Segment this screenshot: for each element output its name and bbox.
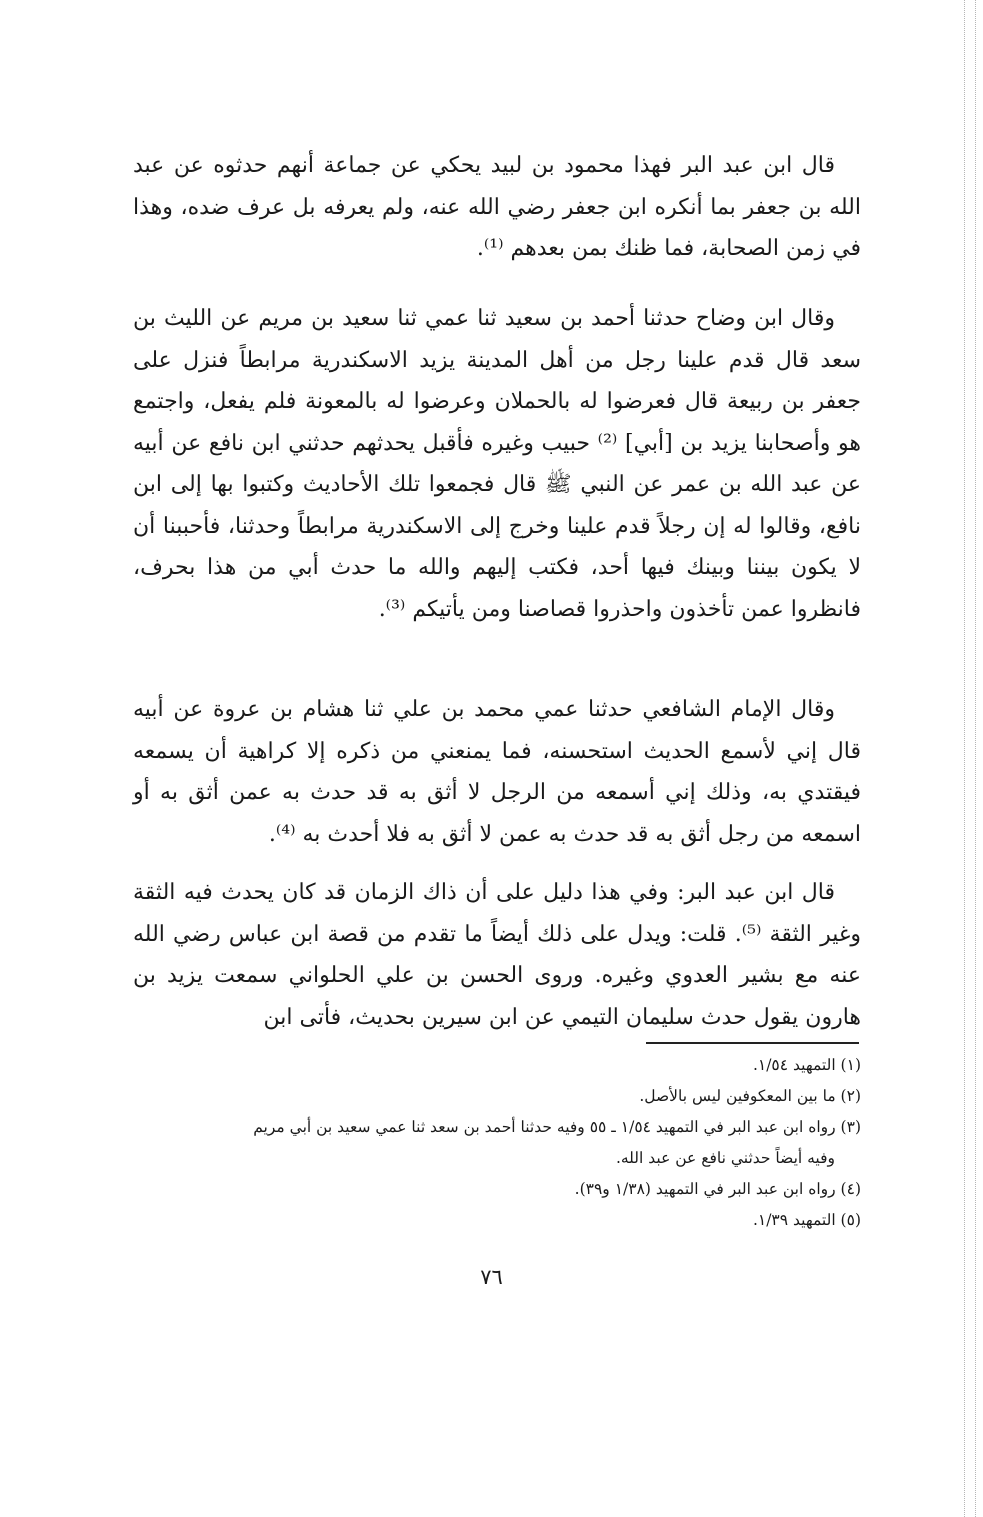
footnote-text: (٥) التمهيد ١/٣٩. [752,1211,861,1229]
footnote-text: (٢) ما بين المعكوفين ليس بالأصل. [639,1087,861,1105]
footnote-text: (١) التمهيد ١/٥٤. [752,1056,861,1074]
footnote [133,1050,861,1081]
body-paragraph [133,872,861,1038]
paragraph-text: وقال الإمام الشافعي حدثنا عمي محمد بن علي ثنا هشام بن عروة عن أبيه قال إني لأسمع الحديث استحسنه، فما يمنعني من ذكره إلا كراهية أن يسمعه فيقتدي به، وذلك إني أسمعه من الرجل لا أثق به قد حدث به عمن أثق به أو اسمعه من رجل أثق به قد حدث به عمن لا أثق به فلا أحدث به ⁽⁴⁾. [133,697,861,847]
paragraph-text: قال ابن عبد البر: وفي هذا دليل على أن ذاك الزمان قد كان يحدث فيه الثقة وغير الثقة ⁽⁵⁾. قلت: ويدل على ذلك أيضاً ما تقدم من قصة ابن عباس رضي الله عنه مع بشير العدوي وغيره. وروى الحسن بن علي الحلواني سمعت يزيد بن هارون يقول حدث سليمان التيمي عن ابن سيرين بحديث، فأتى ابن [133,880,861,1030]
body-paragraph [133,298,861,630]
footnote-divider [646,1042,859,1044]
footnote [133,1174,861,1205]
footnote [133,1081,861,1112]
page-number: ٧٦ [480,1265,503,1289]
scan-edge-line [975,0,977,1517]
footnotes-section [133,1050,861,1236]
body-paragraph [133,145,861,270]
footnote [133,1205,861,1236]
paragraph-text: قال ابن عبد البر فهذا محمود بن لبيد يحكي عن جماعة أنهم حدثوه عن عبد الله بن جعفر بما أنكره ابن جعفر رضي الله عنه، ولم يعرفه بل عرف ضده، وهذا في زمن الصحابة، فما ظنك بمن بعدهم ⁽¹⁾. [133,153,861,261]
footnote-continuation: وفيه أيضاً حدثني نافع عن عبد الله. [615,1149,835,1167]
footnote [133,1112,861,1174]
footnote-text: (٣) رواه ابن عبد البر في التمهيد ١/٥٤ ـ ٥٥ وفيه حدثنا أحمد بن سعد ثنا عمي سعيد بن أبي مريم [253,1118,861,1136]
paragraph-text: وقال ابن وضاح حدثنا أحمد بن سعيد ثنا عمي ثنا سعيد بن مريم عن الليث بن سعد قال قدم علينا رجل من أهل المدينة يزيد الاسكندرية مرابطاً فنزل على جعفر بن ربيعة قال فعرضوا له بالحملان وعرضوا له بالمعونة فلم يفعل، واجتمع هو وأصحابنا يزيد بن [أبي] ⁽²⁾ حبيب وغيره فأقبل يحدثهم حدثني ابن نافع عن أبيه عن عبد الله بن عمر عن النبي ﷺ قال فجمعوا تلك الأحاديث وكتبوا بها إلى ابن نافع، وقالوا له إن رجلاً قدم علينا وخرج إلى الاسكندرية مرابطاً وحدثنا، فأحببنا أن لا يكون بيننا وبينك فيها أحد، فكتب إليهم والله ما حدث أبي من هذا بحرف، فانظروا عمن تأخذون واحذروا قصاصنا ومن يأتيكم ⁽³⁾. [133,306,862,622]
scan-edge-line [964,0,966,1517]
footnote-text: (٤) رواه ابن عبد البر في التمهيد (١/٣٨ و٣٩). [574,1180,861,1198]
body-paragraph [133,689,861,855]
